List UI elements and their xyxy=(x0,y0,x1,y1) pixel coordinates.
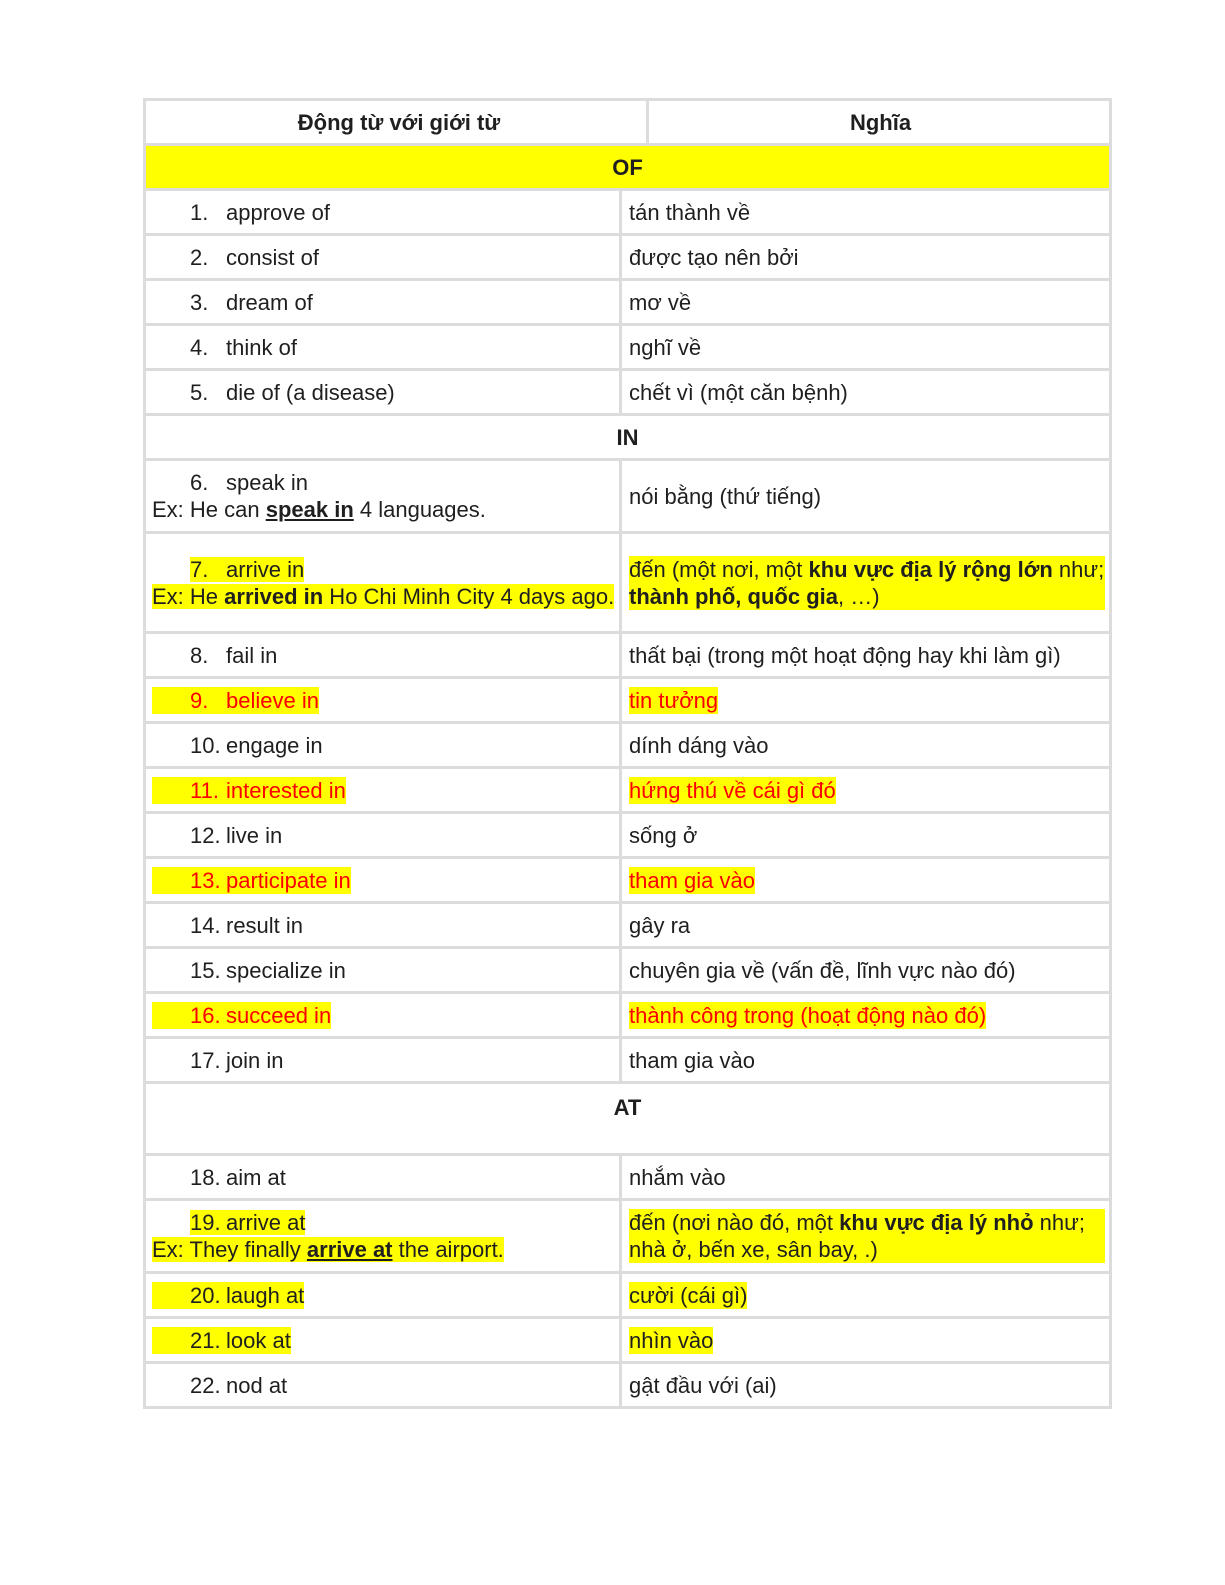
row-number: 20. xyxy=(190,1282,221,1308)
verb: result in xyxy=(226,912,304,938)
table-row xyxy=(146,1319,1112,1364)
example-keyword: arrived in xyxy=(224,583,324,609)
table-row xyxy=(146,534,1112,634)
table-row xyxy=(146,371,1112,416)
meaning: mơ về xyxy=(622,281,1112,326)
verb: think of xyxy=(226,334,297,360)
table-row xyxy=(146,859,1112,904)
table-row xyxy=(146,461,1112,534)
section-title: IN xyxy=(146,416,1112,461)
table-row xyxy=(146,769,1112,814)
row-number: 3. xyxy=(190,289,209,315)
table-row xyxy=(146,634,1112,679)
row-number: 19. xyxy=(190,1210,221,1235)
meaning: tán thành về xyxy=(622,191,1112,236)
verb-preposition-table xyxy=(143,98,1112,1409)
verb: arrive in xyxy=(226,556,305,582)
meaning: gật đầu với (ai) xyxy=(622,1364,1112,1409)
meaning: nhắm vào xyxy=(622,1156,1112,1201)
verb: live in xyxy=(226,822,283,848)
row-number: 2. xyxy=(190,244,209,270)
verb: believe in xyxy=(226,687,319,713)
meaning: gây ra xyxy=(622,904,1112,949)
meaning: thất bại (trong một hoạt động hay khi làm gì) xyxy=(622,634,1112,679)
meaning: hứng thú về cái gì đó xyxy=(629,777,836,803)
table-row xyxy=(146,281,1112,326)
example-sentence: Ex: They finally arrive at the airport. xyxy=(152,1237,504,1262)
verb: dream of xyxy=(226,289,313,315)
row-number: 11. xyxy=(190,777,219,803)
meaning: chuyên gia về (vấn đề, lĩnh vực nào đó) xyxy=(622,949,1112,994)
verb: interested in xyxy=(226,777,346,803)
section-title: OF xyxy=(146,146,1112,191)
verb: participate in xyxy=(226,867,351,893)
table-row xyxy=(146,994,1112,1039)
section-title: AT xyxy=(146,1084,1112,1156)
verb: arrive at xyxy=(226,1210,306,1235)
row-number: 7. xyxy=(190,556,209,582)
table-row xyxy=(146,724,1112,769)
example-keyword: speak in xyxy=(265,497,354,522)
section-of xyxy=(146,146,1112,191)
table-row xyxy=(146,1274,1112,1319)
table-header xyxy=(146,101,1112,146)
meaning: tin tưởng xyxy=(629,687,719,713)
verb: fail in xyxy=(226,642,278,668)
verb: succeed in xyxy=(226,1002,332,1028)
table-row xyxy=(146,326,1112,371)
row-number: 22. xyxy=(190,1372,221,1398)
example-keyword: arrive at xyxy=(306,1237,393,1262)
meaning: được tạo nên bởi xyxy=(622,236,1112,281)
row-number: 15. xyxy=(190,957,221,983)
example-sentence: Ex: He can speak in 4 languages. xyxy=(152,497,486,522)
row-number: 21. xyxy=(190,1327,221,1353)
meaning: tham gia vào xyxy=(629,867,755,893)
meaning: nhìn vào xyxy=(629,1327,714,1353)
verb: aim at xyxy=(226,1164,286,1190)
meaning: cười (cái gì) xyxy=(629,1282,748,1308)
header-verb: Động từ với giới từ xyxy=(146,101,649,146)
verb: die of (a disease) xyxy=(226,379,395,405)
table-row xyxy=(146,1201,1112,1274)
meaning: nghĩ về xyxy=(622,326,1112,371)
section-in xyxy=(146,416,1112,461)
example-sentence: Ex: He arrived in Ho Chi Minh City 4 days ago. xyxy=(152,583,615,609)
meaning: sống ở xyxy=(622,814,1112,859)
table-row xyxy=(146,1039,1112,1084)
meaning: thành công trong (hoạt động nào đó) xyxy=(629,1002,987,1028)
row-number: 4. xyxy=(190,334,209,360)
row-number: 1. xyxy=(190,199,209,225)
verb: look at xyxy=(226,1327,291,1353)
verb: approve of xyxy=(226,199,330,225)
verb: laugh at xyxy=(226,1282,305,1308)
row-number: 18. xyxy=(190,1164,221,1190)
row-number: 9. xyxy=(190,687,209,713)
verb: speak in xyxy=(226,470,308,495)
verb: engage in xyxy=(226,732,323,758)
header-meaning: Nghĩa xyxy=(649,101,1112,146)
table-row xyxy=(146,1364,1112,1409)
table-row xyxy=(146,814,1112,859)
row-number: 8. xyxy=(190,642,209,668)
row-number: 5. xyxy=(190,379,209,405)
meaning: tham gia vào xyxy=(622,1039,1112,1084)
meaning: đến (một nơi, một khu vực địa lý rộng lớn như; thành phố, quốc gia, …) xyxy=(622,534,1112,634)
table-row xyxy=(146,236,1112,281)
row-number: 10. xyxy=(190,732,221,758)
table-row xyxy=(146,949,1112,994)
meaning: dính dáng vào xyxy=(622,724,1112,769)
row-number: 13. xyxy=(190,867,221,893)
verb: consist of xyxy=(226,244,319,270)
row-number: 16. xyxy=(190,1002,221,1028)
row-number: 12. xyxy=(190,822,221,848)
verb: nod at xyxy=(226,1372,288,1398)
row-number: 14. xyxy=(190,912,221,938)
table-row xyxy=(146,1156,1112,1201)
row-number: 17. xyxy=(190,1047,221,1073)
row-number: 6. xyxy=(190,470,209,495)
meaning: nói bằng (thứ tiếng) xyxy=(622,461,1112,534)
table-row xyxy=(146,679,1112,724)
verb: specialize in xyxy=(226,957,346,983)
meaning: đến (nơi nào đó, một khu vực địa lý nhỏ như; nhà ở, bến xe, sân bay, .) xyxy=(622,1201,1112,1274)
table-row xyxy=(146,191,1112,236)
section-at xyxy=(146,1084,1112,1156)
verb: join in xyxy=(226,1047,284,1073)
meaning: chết vì (một căn bệnh) xyxy=(622,371,1112,416)
table-row xyxy=(146,904,1112,949)
